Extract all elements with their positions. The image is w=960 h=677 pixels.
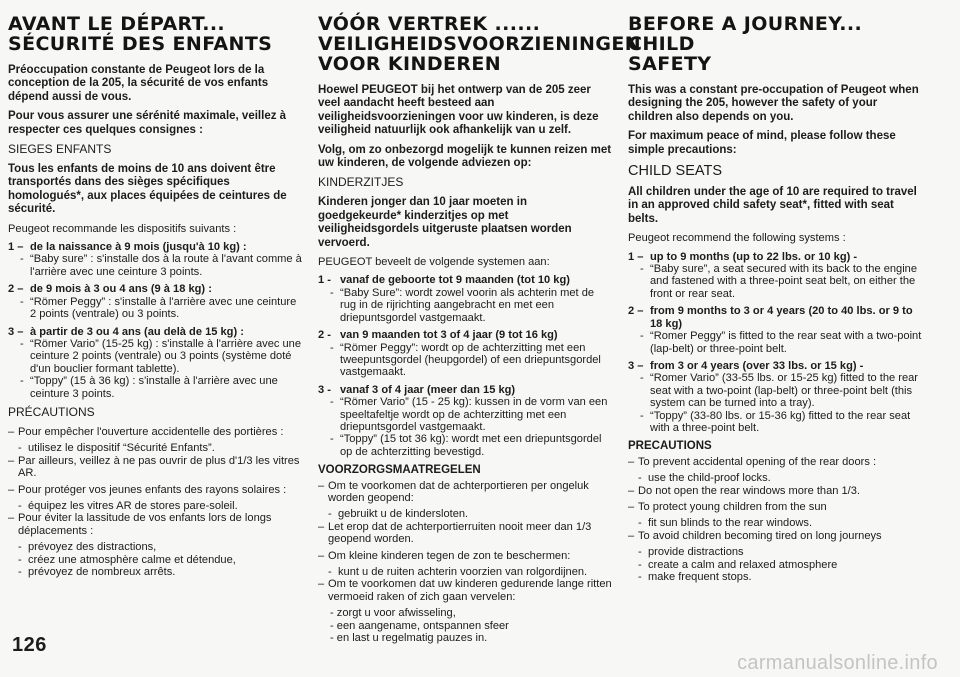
dutch-title-line1: VÓÓR VERTREK ...... <box>318 13 541 35</box>
precaution-line <box>318 550 612 562</box>
dash-bullet: - <box>330 341 334 354</box>
dash-bullet: – <box>8 454 15 467</box>
precaution-line <box>628 530 922 542</box>
sub-item <box>330 433 612 458</box>
item-heading <box>628 305 922 330</box>
sub-item-text: “Römer Peggy” : s'installe à l'arrière avec une ceinture 2 points (ventrale) ou 3 points. <box>30 295 297 321</box>
precaution-line <box>8 484 302 496</box>
english-precautions-heading: PRECAUTIONS <box>628 440 712 453</box>
dash-bullet: – <box>628 455 635 468</box>
item-number: 3 – <box>628 359 644 372</box>
item-title: up to 9 months (up to 22 lbs. or 10 kg) - <box>650 250 858 263</box>
sub-item-text: “Römer Vario” (15 - 25 kg): kussen in de vorm van een speeltafeltje wordt op de achterzitting met een driepuntsgordel vastgemaakt. <box>340 396 608 433</box>
item-heading <box>628 251 922 263</box>
precaution-text: Pour empêcher l'ouverture accidentelle des portières : <box>18 425 284 438</box>
dash-bullet: - <box>638 558 642 571</box>
dash-bullet: - <box>330 433 334 446</box>
item-title: vanaf de geboorte tot 9 maanden (tot 10 kg) <box>340 274 570 287</box>
dash-bullet: - <box>330 286 334 299</box>
french-precautions-heading: PRÉCAUTIONS <box>8 404 95 419</box>
precaution-text: Let erop dat de achterportierruiten nooit meer dan 1/3 geopend worden. <box>328 520 592 546</box>
list-item <box>628 305 922 355</box>
precaution-item <box>318 480 612 521</box>
dash-bullet: - <box>640 409 644 422</box>
sub-item-text: “Römer Peggy”: wordt op de achterzitting met een tweepuntsgordel (heupgordel) of een driepuntsgordel vastgemaakt. <box>340 341 601 379</box>
precaution-text: Do not open the rear windows more than 1/3. <box>638 484 861 497</box>
dutch-rule: Kinderen jonger dan 10 jaar moeten in goedgekeurde* kinderzitjes op met veiligheidsgordels uitgeruste plaatsen worden vervoerd. <box>318 196 572 249</box>
dutch-plain-lines <box>318 607 612 644</box>
item-heading <box>8 326 302 338</box>
dash-bullet: - <box>20 253 24 266</box>
precaution-item <box>8 426 302 455</box>
precaution-sub-text: create a calm and relaxed atmosphere <box>648 558 838 571</box>
precaution-sub <box>18 554 302 566</box>
sub-item <box>640 330 922 355</box>
sub-item-text: “Römer Vario” (15-25 kg) : s'installe à l'arrière avec une ceinture 2 points (ventrale) ou 3 points (système doté d'un bouclier formant tablette). <box>30 337 302 375</box>
precaution-text: Om te voorkomen dat de achterportieren per ongeluk worden geopend: <box>328 479 589 504</box>
sub-item-text: “Baby Sure”: wordt zowel voorin als achterin met de rug in de rijrichting aangebracht en met een driepuntsgordel vastgemaakt. <box>340 286 595 324</box>
precaution-sub <box>18 442 302 454</box>
precaution-text: Par ailleurs, veillez à ne pas ouvrir de plus d'1/3 les vitres AR. <box>18 454 300 480</box>
sub-item <box>330 396 612 433</box>
precaution-text: To prevent accidental opening of the rear doors : <box>638 455 877 468</box>
item-number: 1 – <box>8 241 24 254</box>
dash-bullet: – <box>8 425 15 438</box>
dash-bullet: - <box>640 330 644 343</box>
sub-item <box>640 372 922 409</box>
list-item <box>8 283 302 320</box>
dutch-intro-1: Hoewel PEUGEOT bij het ontwerp van de 205 zeer veel aandacht heeft besteed aan veiligheidsvoorzieningen voor uw kinderen, is deze veiligheid natuurlijk ook afhankelijk van u zelf. <box>318 84 599 137</box>
sub-item <box>20 253 302 278</box>
english-intro-2: For maximum peace of mind, please follow these simple precautions: <box>628 130 896 156</box>
dutch-column <box>318 13 642 645</box>
dutch-recommend: PEUGEOT beveelt de volgende systemen aan: <box>318 256 550 269</box>
precaution-item <box>318 550 612 579</box>
precaution-line <box>628 456 922 468</box>
item-number: 3 - <box>318 383 331 396</box>
item-number: 2 – <box>628 305 644 318</box>
dutch-title-line3: VOOR KINDEREN <box>318 53 502 75</box>
dash-bullet: - <box>640 263 644 276</box>
dutch-precautions <box>318 480 612 604</box>
item-number: 1 - <box>318 274 331 287</box>
english-title-line1: BEFORE A JOURNEY... CHILD <box>628 13 863 55</box>
precaution-text: Om kleine kinderen tegen de zon te beschermen: <box>328 549 571 562</box>
precaution-sub-text: créez une atmosphère calme et détendue, <box>28 553 236 566</box>
french-title-line2: SÉCURITÉ DES ENFANTS <box>8 33 273 55</box>
precaution-line <box>318 578 612 603</box>
dash-bullet: - <box>18 541 22 554</box>
precaution-sub-text: kunt u de ruiten achterin voorzien van rolgordijnen. <box>338 566 588 578</box>
dash-bullet: - <box>18 566 22 578</box>
item-number: 1 – <box>628 250 644 263</box>
precaution-text: Om te voorkomen dat uw kinderen gedurende lange ritten vermoeid raken of zich gaan vervelen: <box>328 578 612 603</box>
english-recommend: Peugeot recommend the following systems : <box>628 232 846 245</box>
precaution-sub-text: gebruikt u de kindersloten. <box>338 508 469 521</box>
precaution-item <box>628 456 922 485</box>
item-heading <box>318 274 612 286</box>
dash-bullet: - <box>638 517 642 530</box>
dash-bullet: – <box>8 512 15 525</box>
dash-bullet: - <box>330 396 334 409</box>
english-title-line2: SAFETY <box>628 53 712 75</box>
sub-item-text: “Toppy” (15 tot 36 kg): wordt met een driepuntsgordel op de achterzitting bevestigd. <box>340 433 602 458</box>
plain-line: - en last u regelmatig pauzes in. <box>330 632 488 645</box>
precaution-sub <box>328 566 612 578</box>
item-heading <box>318 384 612 396</box>
sub-item-text: “Toppy” (33-80 lbs. or 15-36 kg) fitted to the rear seat with a three-point belt. <box>650 409 911 434</box>
item-title: à partir de 3 ou 4 ans (au delà de 15 kg) : <box>30 325 244 338</box>
dash-bullet: - <box>18 499 22 512</box>
precaution-item <box>318 578 612 603</box>
precaution-sub <box>18 500 302 512</box>
item-title: from 3 or 4 years (over 33 lbs. or 15 kg) - <box>650 359 864 372</box>
item-heading <box>318 329 612 341</box>
precaution-line <box>318 521 612 546</box>
sub-item <box>20 296 302 321</box>
dash-bullet: - <box>328 566 332 578</box>
dutch-seats-heading: KINDERZITJES <box>318 175 404 190</box>
french-title-line1: AVANT LE DÉPART... <box>8 13 226 35</box>
dash-bullet: - <box>640 372 644 385</box>
precaution-sub-text: make frequent stops. <box>648 571 752 583</box>
precaution-sub <box>638 472 922 484</box>
precaution-item <box>8 512 302 578</box>
item-number: 2 – <box>8 283 24 296</box>
dash-bullet: - <box>328 508 332 521</box>
dutch-intro-2: Volg, om zo onbezorgd mogelijk te kunnen reizen met uw kinderen, de volgende adviezen op: <box>318 143 612 170</box>
english-title <box>628 14 922 74</box>
dash-bullet: - <box>18 553 22 566</box>
french-rule: Tous les enfants de moins de 10 ans doivent être transportés dans des sièges spécifiques homologués*, aux places équipées de ceintures de sécurité. <box>8 163 287 216</box>
precaution-sub <box>18 566 302 578</box>
list-item <box>318 274 612 324</box>
list-item <box>318 329 612 379</box>
precaution-text: To avoid children becoming tired on long journeys <box>638 529 882 542</box>
english-intro-1: This was a constant pre-occupation of Peugeot when designing the 205, however the safety of your children also depends on you. <box>628 84 919 123</box>
precaution-sub <box>638 546 922 558</box>
precaution-sub-text: prévoyez de nombreux arrêts. <box>28 566 176 578</box>
list-item <box>628 251 922 301</box>
dash-bullet: - <box>20 375 24 388</box>
dash-bullet: - <box>638 546 642 559</box>
precaution-line <box>628 485 922 497</box>
item-title: from 9 months to 3 or 4 years (20 to 40 lbs. or 9 to 18 kg) <box>650 305 913 330</box>
french-recommend: Peugeot recommande les dispositifs suivants : <box>8 222 237 235</box>
dash-bullet: - <box>20 295 24 308</box>
english-rule: All children under the age of 10 are required to travel in an approved child safety seat*, fitted with seat belts. <box>628 186 917 225</box>
sub-item <box>330 342 612 379</box>
precaution-sub-text: équipez les vitres AR de stores pare-soleil. <box>28 499 238 512</box>
french-intro-2: Pour vous assurer une sérénité maximale, veillez à respecter ces quelques consignes : <box>8 110 287 136</box>
dash-bullet: – <box>8 483 15 496</box>
precaution-line <box>318 480 612 505</box>
dutch-title <box>318 13 642 75</box>
item-number: 3 – <box>8 325 24 338</box>
dash-bullet: - <box>638 472 642 485</box>
precaution-sub <box>328 508 612 520</box>
precaution-line <box>8 426 302 438</box>
sub-item <box>20 375 302 400</box>
sub-item-text: “Romer Vario” (33-55 lbs. or 15-25 kg) fitted to the rear seat with a two-point (lap-belt) or three-point belt (this system can be turned into a tray). <box>650 372 919 410</box>
precaution-text: Pour éviter la lassitude de vos enfants lors de longs déplacements : <box>18 512 272 537</box>
plain-line: - zorgt u voor afwisseling, <box>330 607 456 620</box>
item-title: de la naissance à 9 mois (jusqu'à 10 kg) : <box>30 241 247 254</box>
sub-item-text: “Baby sure” : s'installe dos à la route à l'avant comme à l'arrière avec une ceinture 3 points. <box>30 253 302 278</box>
dutch-precautions-heading: VOORZORGSMAATREGELEN <box>318 464 481 477</box>
list-item <box>628 360 922 434</box>
french-column <box>8 14 302 578</box>
page-number: 126 <box>12 634 47 656</box>
sub-item <box>640 263 922 300</box>
dash-bullet: – <box>628 500 635 513</box>
sub-item-text: “Romer Peggy” is fitted to the rear seat with a two-point (lap-belt) or three-point belt. <box>650 330 922 355</box>
item-title: van 9 maanden tot 3 of 4 jaar (9 tot 16 kg) <box>340 329 558 342</box>
precaution-sub <box>638 559 922 571</box>
dash-bullet: – <box>318 520 325 533</box>
english-precautions <box>628 456 922 584</box>
plain-line: - een aangename, ontspannen sfeer <box>330 619 509 632</box>
watermark: carmanualsonline.info <box>737 652 938 674</box>
dash-bullet: - <box>18 442 22 455</box>
item-heading <box>628 360 922 372</box>
precaution-item <box>8 484 302 513</box>
item-heading <box>8 241 302 253</box>
dash-bullet: – <box>628 484 635 497</box>
sub-item <box>640 410 922 435</box>
precaution-sub-text: utilisez le dispositif “Sécurité Enfants”. <box>28 442 215 455</box>
dash-bullet: - <box>20 337 24 350</box>
precaution-sub-text: provide distractions <box>648 546 744 559</box>
dash-bullet: – <box>318 479 325 492</box>
sub-item <box>330 287 612 324</box>
list-item <box>8 326 302 400</box>
sub-item <box>20 338 302 375</box>
precaution-sub <box>18 541 302 553</box>
dutch-items <box>318 274 612 458</box>
dash-bullet: – <box>318 549 325 562</box>
dash-bullet: - <box>638 571 642 583</box>
precaution-item <box>628 501 922 530</box>
precaution-item <box>8 455 302 480</box>
list-item <box>8 241 302 278</box>
french-items <box>8 241 302 400</box>
item-title: vanaf 3 of 4 jaar (meer dan 15 kg) <box>340 383 516 396</box>
precaution-item <box>318 521 612 546</box>
english-column <box>628 14 922 583</box>
precaution-sub-text: prévoyez des distractions, <box>28 541 157 554</box>
item-number: 2 - <box>318 329 331 342</box>
french-title <box>8 14 302 54</box>
item-title: de 9 mois à 3 ou 4 ans (9 à 18 kg) : <box>30 283 212 296</box>
item-heading <box>8 283 302 295</box>
dash-bullet: – <box>628 529 635 542</box>
sub-item-text: “Baby sure”, a seat secured with its back to the engine and fastened with a three-point seat belt, on either the front or rear seat. <box>650 263 918 300</box>
precaution-text: Pour protéger vos jeunes enfants des rayons solaires : <box>18 483 287 496</box>
sub-item-text: “Toppy” (15 à 36 kg) : s'installe à l'arrière avec une ceinture 3 points. <box>30 375 278 400</box>
precaution-sub-text: use the child-proof locks. <box>648 472 771 485</box>
precaution-sub <box>638 571 922 583</box>
precaution-item <box>628 485 922 497</box>
precaution-item <box>628 530 922 584</box>
french-seats-heading: SIEGES ENFANTS <box>8 142 112 157</box>
dutch-title-line2: VEILIGHEIDSVOORZIENINGEN <box>318 33 642 55</box>
precaution-text: To protect young children from the sun <box>638 500 827 513</box>
precaution-line <box>628 501 922 513</box>
english-seats-heading: CHILD SEATS <box>628 163 723 180</box>
precaution-line <box>8 455 302 480</box>
list-item <box>318 384 612 458</box>
dash-bullet: – <box>318 578 325 591</box>
precaution-sub <box>638 517 922 529</box>
precaution-line <box>8 512 302 537</box>
french-intro-1: Préoccupation constante de Peugeot lors de la conception de la 205, la sécurité de vos enfants dépend aussi de vous. <box>8 64 269 103</box>
english-items <box>628 251 922 435</box>
french-precautions <box>8 426 302 578</box>
precaution-sub-text: fit sun blinds to the rear windows. <box>648 517 813 530</box>
